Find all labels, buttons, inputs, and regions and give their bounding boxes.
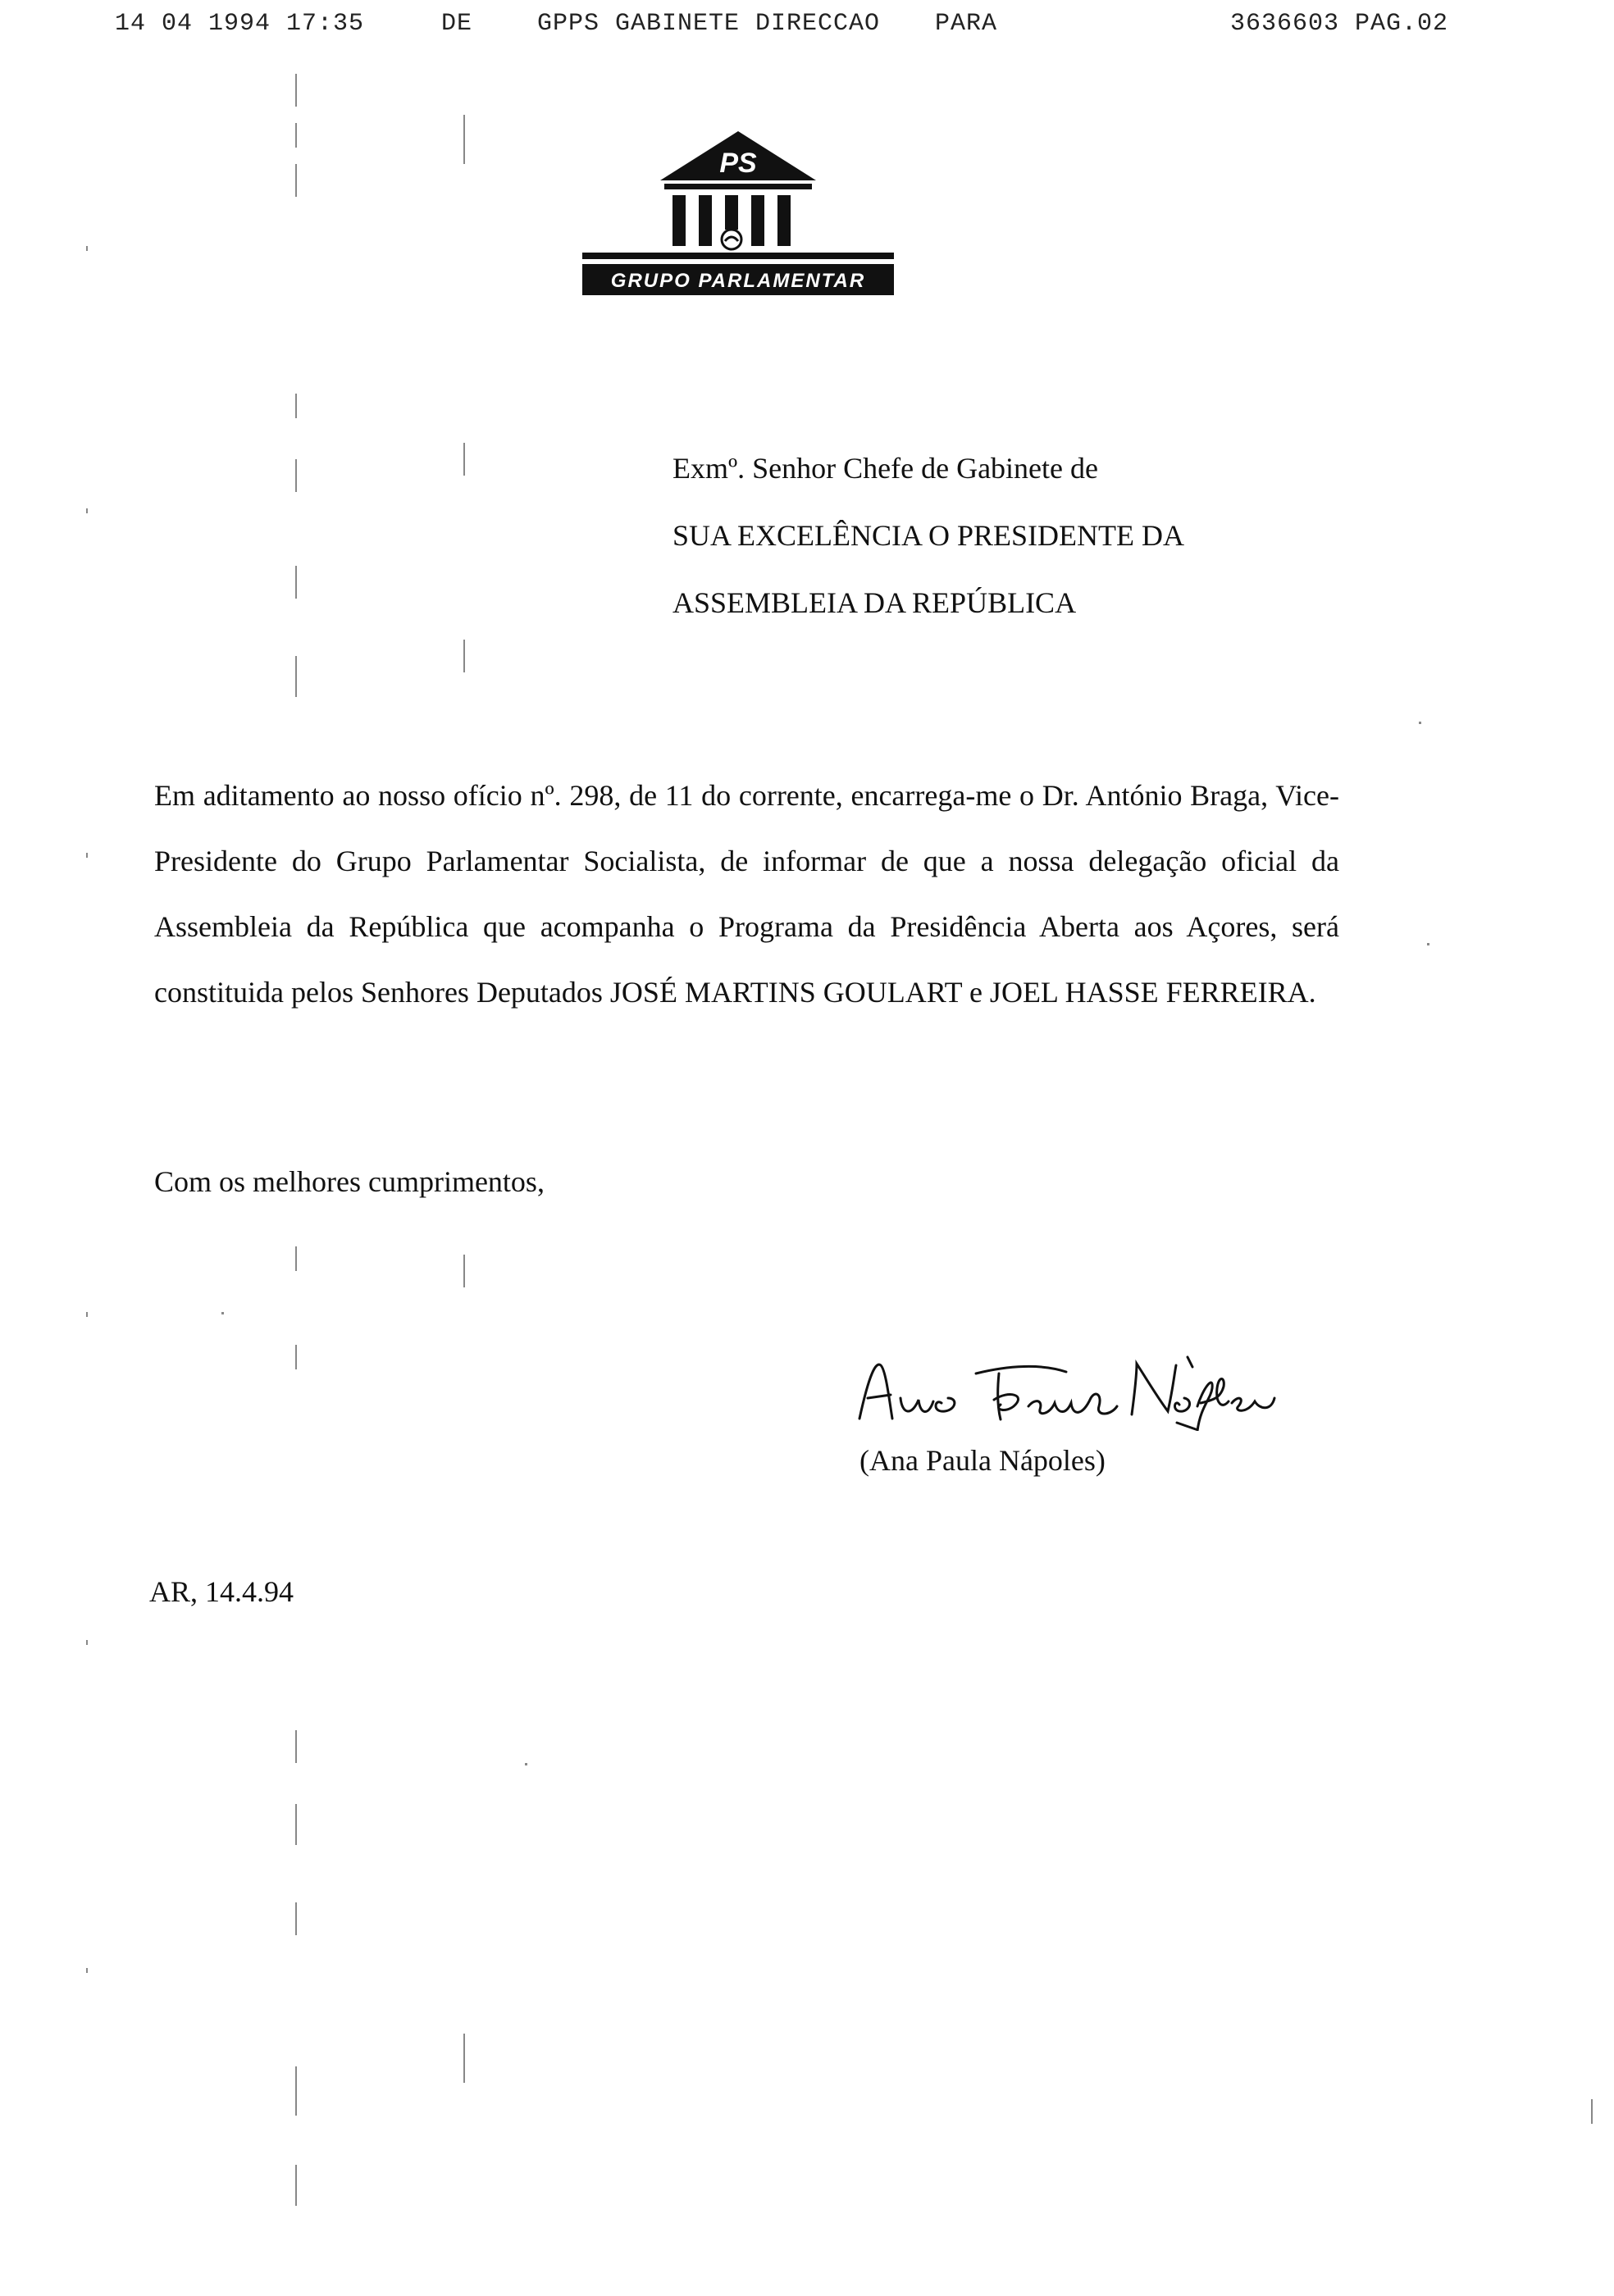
fax-number-page: 3636603 PAG.02	[1230, 10, 1449, 38]
place-and-date: AR, 14.4.94	[149, 1575, 294, 1608]
signer-name: (Ana Paula Nápoles)	[859, 1444, 1106, 1477]
addressee-block	[672, 435, 1411, 636]
handwritten-signature	[853, 1341, 1279, 1431]
ps-parliamentary-group-logo	[582, 130, 894, 298]
signature-icon	[853, 1341, 1279, 1431]
fax-from-label: DE	[441, 10, 473, 38]
fax-sender: GPPS GABINETE DIRECCAO	[537, 10, 881, 38]
logo-emblem-text: PS	[719, 148, 757, 179]
addressee-line-2: SUA EXCELÊNCIA O PRESIDENTE DA	[672, 519, 1185, 552]
closing-salutation: Com os melhores cumprimentos,	[154, 1165, 545, 1198]
fax-to-label: PARA	[935, 10, 998, 38]
logo-banner-text: GRUPO PARLAMENTAR	[610, 270, 866, 292]
fax-date-time: 14 04 1994 17:35	[115, 10, 365, 38]
letter-body: Em aditamento ao nosso ofício nº. 298, de 11 do corrente, encarrega-me o Dr. António Braga, Vice-Presidente do Grupo Parlamentar Socialista, de informar de que a nossa delegação oficial da Assembleia da República que acompanha o Programa da Presidência Aberta aos Açores, será constituida pelos Senhores Deputados JOSÉ MARTINS GOULART e JOEL HASSE FERREIRA.	[154, 779, 1339, 1009]
addressee-line-3: ASSEMBLEIA DA REPÚBLICA	[672, 586, 1077, 619]
fax-header	[0, 0, 1614, 57]
addressee-line-1: Exmº. Senhor Chefe de Gabinete de	[672, 452, 1098, 485]
building-emblem-icon	[582, 130, 894, 298]
